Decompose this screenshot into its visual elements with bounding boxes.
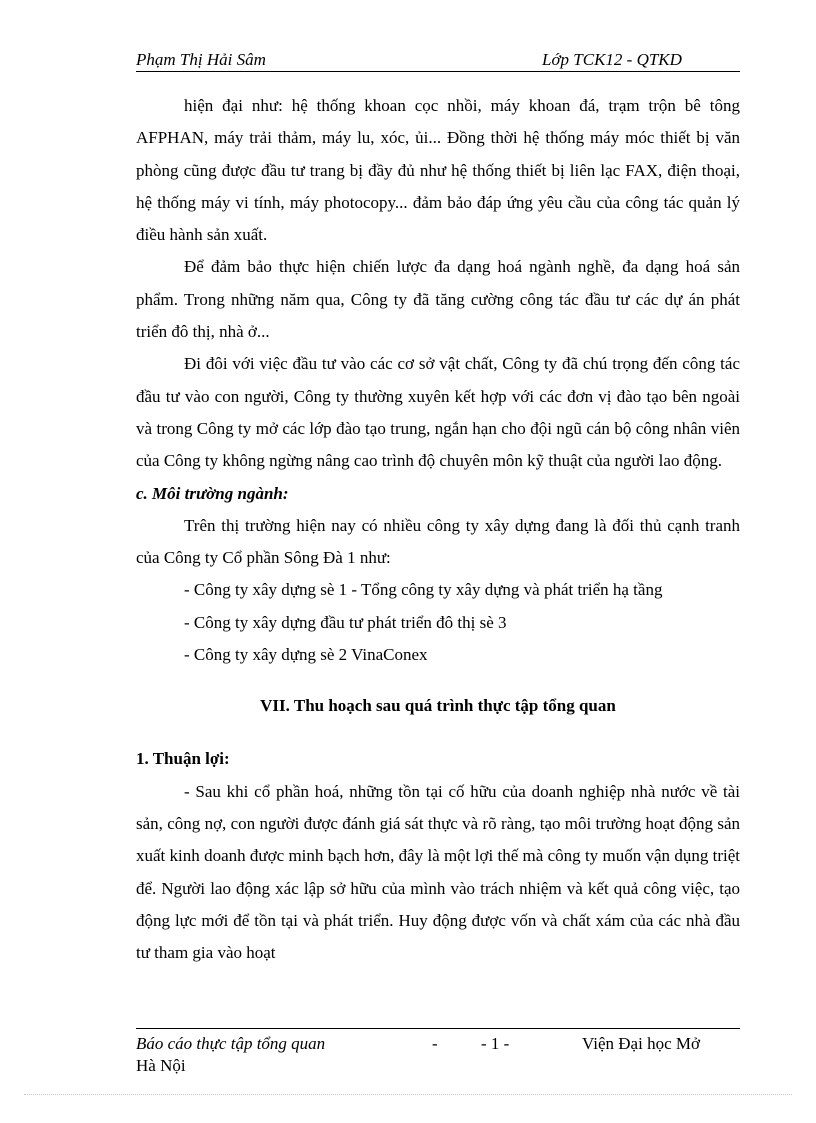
heading-advantages: 1. Thuận lợi: <box>136 749 230 769</box>
footer-dash: - <box>432 1034 438 1053</box>
paragraph-human-investment: Đi đôi với việc đầu tư vào các cơ sở vật chất, Công ty đã chú trọng đến công tác đầu tư vào con người, Công ty thường xuyên kết hợp với các đơn vị đào tạo bên ngoài và trong Công ty mở các lớp đào tạo trung, ngắn hạn cho đội ngũ cán bộ công nhân viên của Công ty không ngừng nâng cao trình độ chuyên môn kỹ thuật của người lao động. <box>136 354 740 471</box>
footer-page-number: - 1 - <box>481 1034 510 1053</box>
footer-rule <box>136 1028 740 1029</box>
footer-city: Hà Nội <box>136 1056 186 1075</box>
paragraph-equipment: hiện đại như: hệ thống khoan cọc nhồi, máy khoan đá, trạm trộn bê tông AFPHAN, máy trải thảm, máy lu, xóc, ủi... Đồng thời hệ thống máy móc thiết bị văn phòng cũng được đầu tư trang bị đầy đủ như hệ thống thiết bị liên lạc FAX, điện thoại, hệ thống máy vi tính, máy photocopy... đảm bảo đáp ứng yêu cầu của công tác quản lý điều hành sản xuất. <box>136 96 740 245</box>
competitor-item: - Công ty xây dựng sè 2 VinaConex <box>184 645 428 665</box>
heading-industry-environment: c. Môi trường ngành: <box>136 483 289 503</box>
document-body <box>136 90 740 969</box>
header-rule <box>136 71 740 72</box>
paragraph-diversification: Để đảm bảo thực hiện chiến lược đa dạng hoá ngành nghề, đa dạng hoá sản phẩm. Trong những năm qua, Công ty đã tăng cường công tác đầu tư các dự án phát triển đô thị, nhà ở... <box>136 257 740 342</box>
header-author: Phạm Thị Hải Sâm <box>136 50 266 69</box>
competitor-item: - Công ty xây dựng đầu tư phát triển đô thị sè 3 <box>184 612 507 632</box>
header-class-label: Lớp TCK12 - QTKD <box>542 50 682 69</box>
competitor-item: - Công ty xây dựng sè 1 - Tổng công ty xây dựng và phát triển hạ tầng <box>184 580 663 600</box>
section-title: VII. Thu hoạch sau quá trình thực tập tổng quan <box>260 696 616 716</box>
page-edge-divider <box>24 1094 792 1095</box>
paragraph-competitors-intro: Trên thị trường hiện nay có nhiều công ty xây dựng đang là đối thủ cạnh tranh của Công ty Cổ phần Sông Đà 1 như: <box>136 515 740 568</box>
paragraph-advantages: - Sau khi cổ phần hoá, những tồn tại cố hữu của doanh nghiệp nhà nước về tài sản, công nợ, con người được đánh giá sát thực và rõ ràng, tạo môi trường hoạt động sản xuất kinh doanh được minh bạch hơn, đây là một lợi thế mà công ty muốn vận dụng triệt để. Người lao động xác lập sở hữu của mình vào trách nhiệm và kết quả công việc, tạo động lực mới để tồn tại và phát triển. Huy động được vốn và chất xám của các nhà đầu tư tham gia vào hoạt <box>136 781 740 963</box>
footer-institute: Viện Đại học Mở <box>582 1034 700 1053</box>
footer-report-title: Báo cáo thực tập tổng quan <box>136 1034 326 1053</box>
